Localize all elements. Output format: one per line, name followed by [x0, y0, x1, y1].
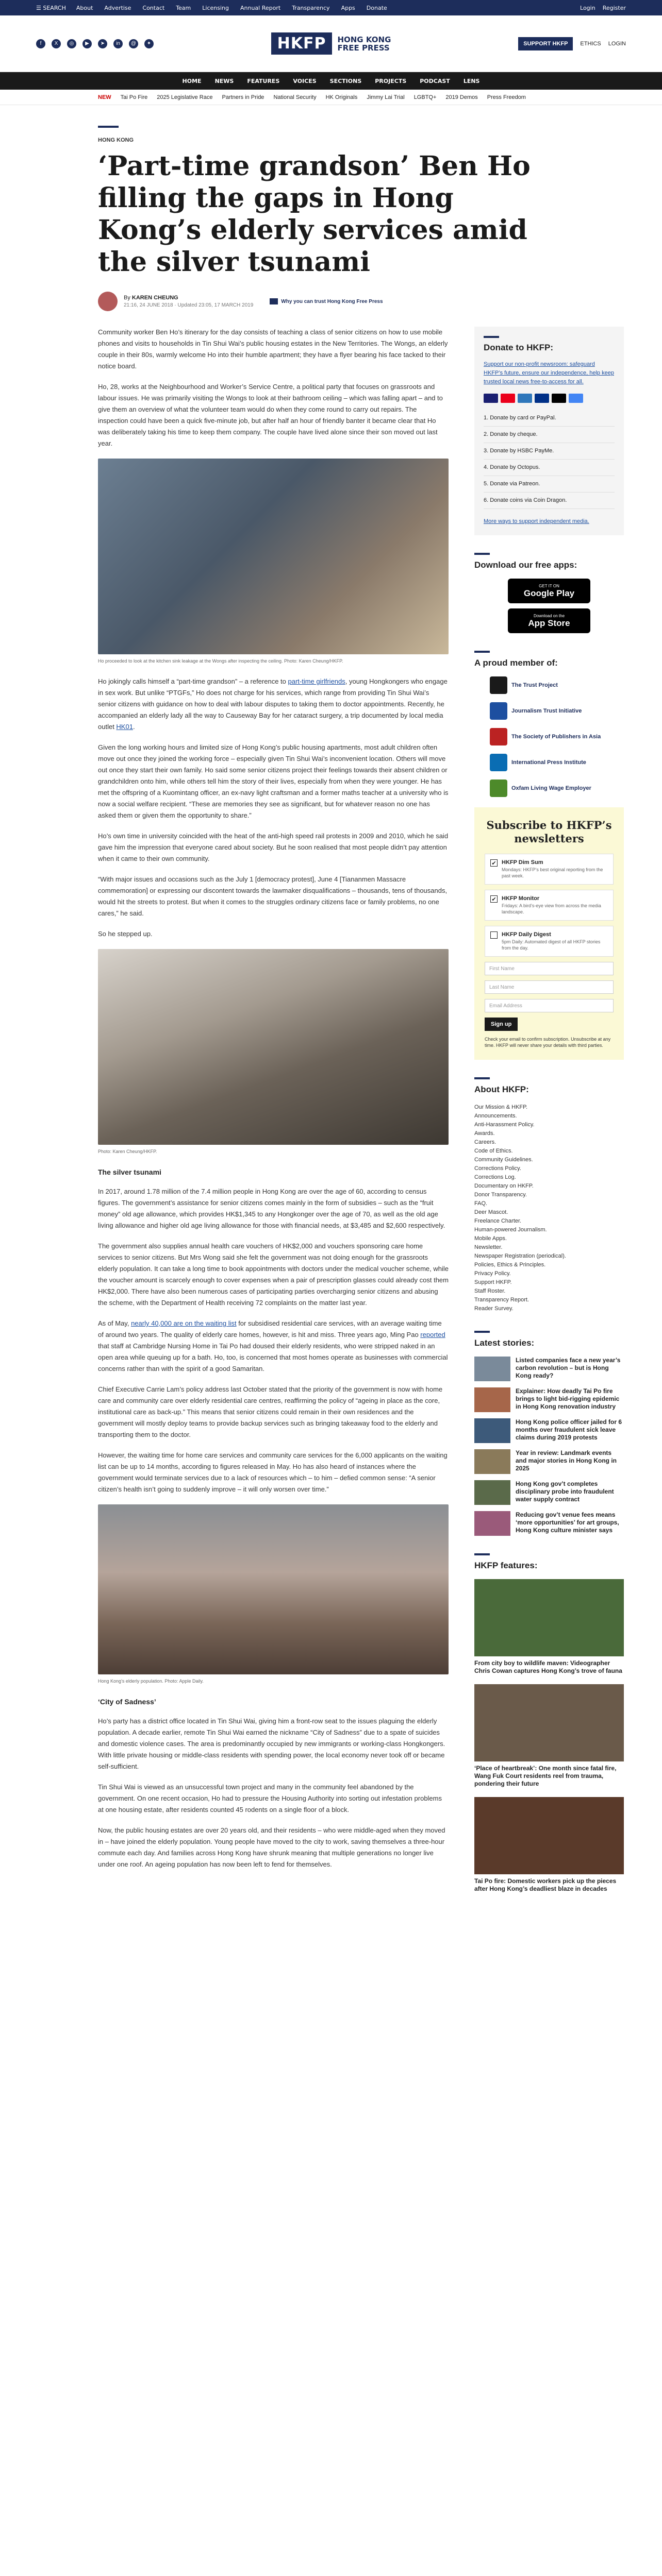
about-link[interactable]: Donor Transparency. [474, 1192, 527, 1198]
tag-nav [0, 90, 662, 105]
story-title: Reducing gov’t venue fees means ‘more opportunities’ for art groups, Hong Kong culture minister says [516, 1511, 619, 1534]
article-body [98, 327, 449, 1902]
feature-title: From city boy to wildlife maven: Videographer Chris Cowan captures Hong Kong’s trove of fauna [474, 1659, 622, 1674]
donate-option[interactable]: 4. Donate by Octopus. [484, 460, 615, 476]
nav-item-home[interactable]: HOME [182, 77, 202, 84]
newsletter-option[interactable]: ✔ HKFP Dim Sum Mondays: HKFP’s best original reporting from the past week. [485, 854, 614, 885]
about-link[interactable]: Transparency Report. [474, 1297, 529, 1303]
donate-more-link[interactable]: More ways to support independent media. [484, 518, 589, 524]
about-link[interactable]: Code of Ethics. [474, 1148, 513, 1154]
story-thumbnail [474, 1387, 510, 1412]
social-links [36, 39, 206, 48]
divider [98, 126, 119, 128]
member-logo[interactable]: Journalism Trust Initiative [474, 702, 624, 720]
bluesky-icon[interactable]: ✦ [144, 39, 154, 48]
about-link[interactable]: Awards. [474, 1130, 495, 1137]
features-title: HKFP features: [474, 1561, 538, 1570]
photo-caption: Ho proceeded to look at the kitchen sink leakage at the Wongs after inspecting the ceiling. Photo: Karen Cheung/HKFP. [98, 658, 343, 664]
author-link[interactable]: KAREN CHEUNG [131, 295, 178, 301]
login-link[interactable]: Login [580, 4, 595, 11]
tag-link[interactable]: 2019 Demos [445, 94, 478, 100]
about-link[interactable]: Careers. [474, 1139, 496, 1145]
checkbox[interactable]: ✔ [490, 895, 498, 903]
signup-button[interactable]: Sign up [485, 1018, 518, 1031]
newsletter-option[interactable]: HKFP Daily Digest 5pm Daily: Automated digest of all HKFP stories from the day. [485, 926, 614, 957]
paragraph: Tin Shui Wai is viewed as an unsuccessful town project and many in the community feel abandoned by the government. On one recent occasion, Ho had to pressure the Housing Authority into sorting out infestation problems at one housing estate, after residents counted 45 rodents on a single floor of a block. [98, 1783, 442, 1814]
about-link[interactable]: Newsletter. [474, 1244, 503, 1250]
nav-item-features[interactable]: FEATURES [247, 77, 280, 84]
inline-link[interactable]: HK01 [116, 723, 133, 731]
divider [484, 336, 499, 338]
tag-link[interactable]: National Security [273, 94, 317, 100]
story-title: Listed companies face a new year’s carbon revolution – but is Hong Kong ready? [516, 1357, 621, 1379]
tag-link[interactable]: Partners in Pride [222, 94, 264, 100]
paragraph: So he stepped up. [98, 930, 153, 938]
story-thumbnail [474, 1511, 510, 1536]
donate-option[interactable]: 1. Donate by card or PayPal. [484, 410, 615, 427]
about-link[interactable]: Community Guidelines. [474, 1157, 533, 1163]
about-link[interactable]: Reader Survey. [474, 1306, 514, 1312]
linkedin-icon[interactable]: in [113, 39, 123, 48]
article-header [0, 126, 662, 311]
about-link[interactable]: Anti-Harassment Policy. [474, 1122, 535, 1128]
article-photo [98, 949, 449, 1145]
tag-link[interactable]: LGBTQ+ [413, 94, 437, 100]
sidebar [474, 327, 624, 1902]
logo-wordmark: HONG KONG FREE PRESS [337, 35, 391, 53]
about-title: About HKFP: [474, 1084, 529, 1094]
latest-list [474, 1357, 624, 1536]
article-title: ‘Part-time grandson’ Ben Ho filling the gaps in Hong Kong’s elderly services amid the silver tsunami [98, 150, 531, 278]
story-thumbnail [474, 1480, 510, 1505]
checkbox[interactable] [490, 931, 498, 939]
story-title: Hong Kong police officer jailed for 6 months over fraudulent sick leave claims during 2019 protests [516, 1418, 622, 1441]
applepay-icon [552, 394, 566, 403]
story-thumbnail [474, 1357, 510, 1381]
amex-icon [518, 394, 532, 403]
about-link[interactable]: Deer Mascot. [474, 1209, 508, 1215]
checkbox[interactable]: ✔ [490, 859, 498, 867]
divider [474, 1331, 490, 1333]
inline-link[interactable]: part-time girlfriends [288, 677, 345, 685]
trust-icon [270, 298, 278, 304]
about-link[interactable]: Freelance Charter. [474, 1218, 522, 1224]
about-link[interactable]: Support HKFP. [474, 1279, 512, 1285]
site-header [0, 15, 662, 72]
about-link[interactable]: Mobile Apps. [474, 1235, 507, 1242]
first-name-field[interactable]: First Name [485, 962, 614, 975]
about-link[interactable]: Announcements. [474, 1113, 517, 1119]
tag-link[interactable]: Jimmy Lai Trial [367, 94, 405, 100]
donate-option[interactable]: 6. Donate coins via Coin Dragon. [484, 493, 615, 509]
donate-widget [474, 327, 624, 535]
facebook-icon[interactable]: f [36, 39, 45, 48]
site-logo[interactable] [206, 32, 456, 55]
google-play-button[interactable]: GET IT ON Google Play [508, 579, 590, 603]
ethics-link[interactable]: ETHICS [580, 40, 601, 47]
latest-title: Latest stories: [474, 1338, 535, 1348]
support-button[interactable]: SUPPORT HKFP [518, 37, 573, 50]
nav-item-lens[interactable]: LENS [463, 77, 480, 84]
utility-links [76, 5, 387, 11]
utility-link[interactable]: Annual Report [240, 4, 281, 11]
member-logo[interactable]: International Press Institute [474, 754, 624, 771]
tag-link[interactable]: 2025 Legislative Race [157, 94, 213, 100]
about-list [474, 1103, 624, 1313]
utility-link[interactable]: Transparency [292, 4, 330, 11]
category-label[interactable]: HONG KONG [98, 137, 134, 143]
member-logo[interactable]: Oxfam Living Wage Employer [474, 779, 624, 797]
sopa-icon [490, 728, 507, 745]
youtube-icon[interactable]: ▶ [82, 39, 92, 48]
story-thumbnail [474, 1418, 510, 1443]
feature-title: ‘Place of heartbreak’: One month since fatal fire, Wang Fuk Court residents reel from trauma, pondering their future [474, 1765, 617, 1787]
about-link[interactable]: Human-powered Journalism. [474, 1227, 547, 1233]
main-nav [0, 72, 662, 90]
paragraph: Now, the public housing estates are over 20 years old, and their residents – who were middle-aged when they moved in – have joined the elderly population. Young people have moved to the city to work, saving themselves a three-hour commute each day. And families across Hong Kong have shrunk meaning that multiple generations no longer live under one roof. An ageing population has now been left to fend for themselves. [98, 1826, 445, 1868]
jti-icon [490, 702, 507, 720]
utility-bar [0, 0, 662, 15]
paragraph: The government also supplies annual health care vouchers of HK$2,000 and vouchers sponsoring care home services to senior citizens. But Mrs Wong said she felt the government was not doing enough for the grassroots elderly population. It can take a long time to book appointments with doctors under the medical voucher scheme, while the voucher amount is scarcely enough to cover expenses when a pair of prescription glasses could already cost them HK$2,000. There have also been numerous cases of participating parties overcharging senior citizens and abusing the scheme, with the Department of Health receiving 72 complaints on the matter last year. [98, 1242, 449, 1307]
about-link[interactable]: Policies, Ethics & Principles. [474, 1262, 546, 1268]
feature-story[interactable] [474, 1684, 624, 1788]
newsletter-widget [474, 807, 624, 1060]
section-heading: ‘City of Sadness’ [98, 1698, 156, 1706]
utility-link[interactable]: Licensing [202, 4, 229, 11]
feature-image [474, 1684, 624, 1761]
feature-title: Tai Po fire: Domestic workers pick up the pieces after Hong Kong’s deadliest blaze in decades [474, 1877, 617, 1892]
ipi-icon [490, 754, 507, 771]
oxfam-icon [490, 779, 507, 797]
utility-link[interactable]: Team [176, 4, 191, 11]
tag-link[interactable]: HK Originals [325, 94, 358, 100]
email-field[interactable]: Email Address [485, 999, 614, 1012]
feature-story[interactable] [474, 1797, 624, 1893]
divider [474, 1077, 490, 1079]
features-list [474, 1579, 624, 1893]
visa-icon [484, 394, 498, 403]
paragraph: Given the long working hours and limited size of Hong Kong’s public housing apartments, most adult children often move out once they joined the working force – especially given Tin Shui Wai’s inconvenient location. Others will move out once they start their own family. Ho said some senior citizens project their feelings towards their absent children or grandchildren onto him, while others tell him the story of their lives, especially from when they were younger. He has met the offspring of a Kuomintang officer, an ex-navy light craftsman and a former maths teacher at a university who is now a social welfare recipient. “These are memories they see as significant, but for whatever reason no one has asked them or given them the opportunity to share.” [98, 743, 449, 819]
photo-caption: Photo: Karen Cheung/HKFP. [98, 1149, 157, 1154]
register-link[interactable]: Register [602, 4, 626, 11]
paragraph: In 2017, around 1.78 million of the 7.4 million people in Hong Kong are over the age of 60, according to census figures. The government’s assistance for senior citizens comes mainly in the form of subsidies – such as the “fruit money” old age allowance, which provides HK$1,345 to any Hongkonger over the age of 70, as well as the old age living allowance and higher old age living allowance for those with financial needs, at $3,485 and $2,600 respectively. [98, 1188, 445, 1229]
inline-link[interactable]: reported [420, 1331, 445, 1338]
divider [474, 553, 490, 555]
nav-item-voices[interactable]: VOICES [293, 77, 317, 84]
divider [474, 651, 490, 653]
member-logo[interactable]: The Society of Publishers in Asia [474, 728, 624, 745]
newsletter-option[interactable]: ✔ HKFP Monitor Fridays: A bird’s-eye view from across the media landscape. [485, 890, 614, 921]
latest-story[interactable] [474, 1387, 624, 1412]
instagram-icon[interactable]: ◎ [67, 39, 76, 48]
last-name-field[interactable]: Last Name [485, 980, 614, 994]
about-link[interactable]: Staff Roster. [474, 1288, 506, 1294]
paragraph: Ho, 28, works at the Neighbourhood and Worker’s Service Centre, a political party that focuses on grassroots and labour issues. He was primarily visiting the Wongs to look at their bathroom ceiling – which was falling apart – and to give them an overview of what the volunteer team would do when they come round to carry out repairs. The inspection could have been a quick five-minute job, but after half an hour of friendly banter it became clear that Ho was deliberately taking his time to keep them company. The couple have lived alone since their son moved out last year. [98, 383, 443, 447]
divider [474, 1553, 490, 1555]
story-title: Explainer: How deadly Tai Po fire brings to light bid-rigging epidemic in Hong Kong renovation industry [516, 1387, 620, 1410]
donate-option[interactable]: 2. Donate by cheque. [484, 427, 615, 443]
about-link[interactable]: Privacy Policy. [474, 1270, 511, 1277]
utility-link[interactable]: Donate [366, 4, 387, 11]
utility-link[interactable]: About [76, 4, 93, 11]
about-link[interactable]: Corrections Log. [474, 1174, 516, 1180]
donate-option[interactable]: 5. Donate via Patreon. [484, 476, 615, 493]
donate-option[interactable]: 3. Donate by HSBC PayMe. [484, 443, 615, 460]
story-title: Hong Kong gov’t completes disciplinary probe into fraudulent water supply contract [516, 1480, 614, 1503]
avatar [98, 292, 118, 311]
story-thumbnail [474, 1449, 510, 1474]
app-store-button[interactable]: Download on the App Store [508, 608, 590, 633]
latest-story[interactable] [474, 1449, 624, 1474]
author-prefix: By [124, 295, 130, 301]
paragraph: “With major issues and occasions such as the July 1 [democracy protest], June 4 [Tiananmen Massacre commemoration] or expressing our discontent towards the lawmaker disqualifications – thousands, tens of thousands, would hit the streets to protest. But when it comes to the struggles ordinary citizens face or family problems, no one cares,” he said. [98, 875, 448, 917]
telegram-icon[interactable]: ➤ [98, 39, 107, 48]
story-title: Year in review: Landmark events and major stories in Hong Kong in 2025 [516, 1449, 617, 1472]
latest-story[interactable] [474, 1511, 624, 1536]
threads-icon[interactable]: @ [129, 39, 138, 48]
byline [98, 292, 564, 311]
donate-lead-link[interactable]: Support our non-profit newsroom: safeguard HKFP’s future, ensure our independence, help keep trusted local news free-to-access for all. [484, 361, 614, 385]
mastercard-icon [501, 394, 515, 403]
article-photo [98, 459, 449, 654]
paragraph: As of May, nearly 40,000 are on the waiting list for subsidised residential care services, with an average waiting time of around two years. The quality of elderly care homes, however, is hit and miss. Three years ago, Ming Pao reported that staff at Cambridge Nursing Home in Tai Po had doused their elderly residents, who were stripped naked in an open area while queuing up for a bath. Ho, too, is concerned that most homes operate as businesses with commercial concerns rather than with the spirit of a good Samaritan. [98, 1319, 448, 1372]
feature-image [474, 1797, 624, 1874]
utility-link[interactable]: Contact [142, 4, 165, 11]
photo-caption: Hong Kong’s elderly population. Photo: Apple Daily. [98, 1679, 204, 1684]
about-link[interactable]: Newspaper Registration (periodical). [474, 1253, 566, 1259]
paragraph: Ho’s own time in university coincided with the heat of the anti-high speed rail protests in 2009 and 2010, which he said gave him the impression that everyone cared about society. But he soon realised that most people didn’t pay attention when it came to their own community. [98, 832, 449, 862]
about-link[interactable]: Documentary on HKFP. [474, 1183, 534, 1189]
search-link[interactable]: ☰ SEARCH [36, 4, 66, 11]
header-login-link[interactable]: LOGIN [608, 40, 626, 47]
newsletter-note: Check your email to confirm subscription. Unsubscribe at any time. HKFP will never share your details with third parties. [485, 1037, 611, 1048]
paragraph: Ho jokingly calls himself a “part-time grandson” – a reference to part-time girlfriends, young Hongkongers who engage in sex work. But unlike “PTGFs,” Ho does not charge for his services, which range from providing Tin Shui Wai’s senior citizens with guidance on how to deal with labour disputes to taking them to doctor appointments. Recently, he accompanied an elderly lady all the way to Causeway Bay for her cataract surgery, a trip documented by local media outlet HK01. [98, 677, 448, 731]
logo-mark: HKFP [271, 32, 333, 55]
tag-link[interactable]: Tai Po Fire [120, 94, 148, 100]
article-photo [98, 1504, 449, 1674]
trust-link[interactable]: Why you can trust Hong Kong Free Press [270, 298, 383, 304]
utility-link[interactable]: Apps [341, 4, 355, 11]
feature-story[interactable] [474, 1579, 624, 1675]
nav-item-projects[interactable]: PROJECTS [375, 77, 407, 84]
member-logo[interactable]: The Trust Project [474, 676, 624, 694]
proud-title: A proud member of: [474, 658, 558, 668]
apps-title: Download our free apps: [474, 560, 577, 570]
publish-date: 21:16, 24 JUNE 2018 · Updated 23:05, 17 MARCH 2019 [124, 302, 254, 308]
nav-item-podcast[interactable]: PODCAST [420, 77, 450, 84]
paragraph: Ho’s party has a district office located in Tin Shui Wai, giving him a front-row seat to the issues plaguing the elderly population. A decade earlier, remote Tin Shui Wai earned the nickname “City of Sadness” due to a spate of suicides and domestic violence cases. The area is predominantly occupied by new immigrants or working-class Hongkongers. With little private housing or middle-class residents with spending power, the local economy never took off or became self-sufficient. [98, 1717, 445, 1770]
about-link[interactable]: Our Mission & HKFP. [474, 1104, 528, 1110]
about-link[interactable]: Corrections Policy. [474, 1165, 521, 1172]
googlepay-icon [569, 394, 583, 403]
section-heading: The silver tsunami [98, 1168, 161, 1176]
latest-story[interactable] [474, 1418, 624, 1443]
paragraph: Chief Executive Carrie Lam’s policy address last October stated that the priority of the government is now with home care and community care over elderly residential care centres, reaffirming the policy of “ageing in place as the core, institutional care as back-up.” This means that senior citizens could remain in their own residences and the government will mostly deploy teams to provide backup services such as bringing takeaway food to the elderly and transporting them to the doctor. [98, 1385, 443, 1438]
donate-title: Donate to HKFP: [484, 343, 554, 352]
x-icon[interactable]: X [52, 39, 61, 48]
about-link[interactable]: FAQ. [474, 1200, 488, 1207]
tag-link[interactable]: Press Freedom [487, 94, 526, 100]
latest-story[interactable] [474, 1357, 624, 1381]
newsletter-title: Subscribe to HKFP’s newsletters [486, 819, 612, 845]
new-badge: NEW [98, 94, 111, 100]
nav-item-sections[interactable]: SECTIONS [329, 77, 362, 84]
latest-story[interactable] [474, 1480, 624, 1505]
feature-image [474, 1579, 624, 1656]
paragraph: Community worker Ben Ho’s itinerary for the day consists of teaching a class of senior citizens on how to use mobile phones and visits to households in Tin Shui Wai’s public housing estates in the New Territories. The Wongs, an elderly couple in their 80s, warmly welcome Ho into their humble apartment; they have a flyer bearing his face tacked to their notice board. [98, 328, 448, 370]
utility-link[interactable]: Advertise [104, 4, 131, 11]
inline-link[interactable]: nearly 40,000 are on the waiting list [131, 1319, 237, 1327]
nav-item-news[interactable]: NEWS [214, 77, 234, 84]
paragraph: However, the waiting time for home care services and community care services for the 6,000 applicants on the waiting list can be up to 14 months, according to figures released in May. Ho has also heard of instances where the government would terminate services due to a lack of resources which – to him – defied common sense: “A senior citizen’s health isn’t going to suddenly improve – it will only worsen over time.” [98, 1451, 448, 1493]
trust-project-icon [490, 676, 507, 694]
paypal-icon [535, 394, 549, 403]
payment-methods [484, 394, 615, 403]
